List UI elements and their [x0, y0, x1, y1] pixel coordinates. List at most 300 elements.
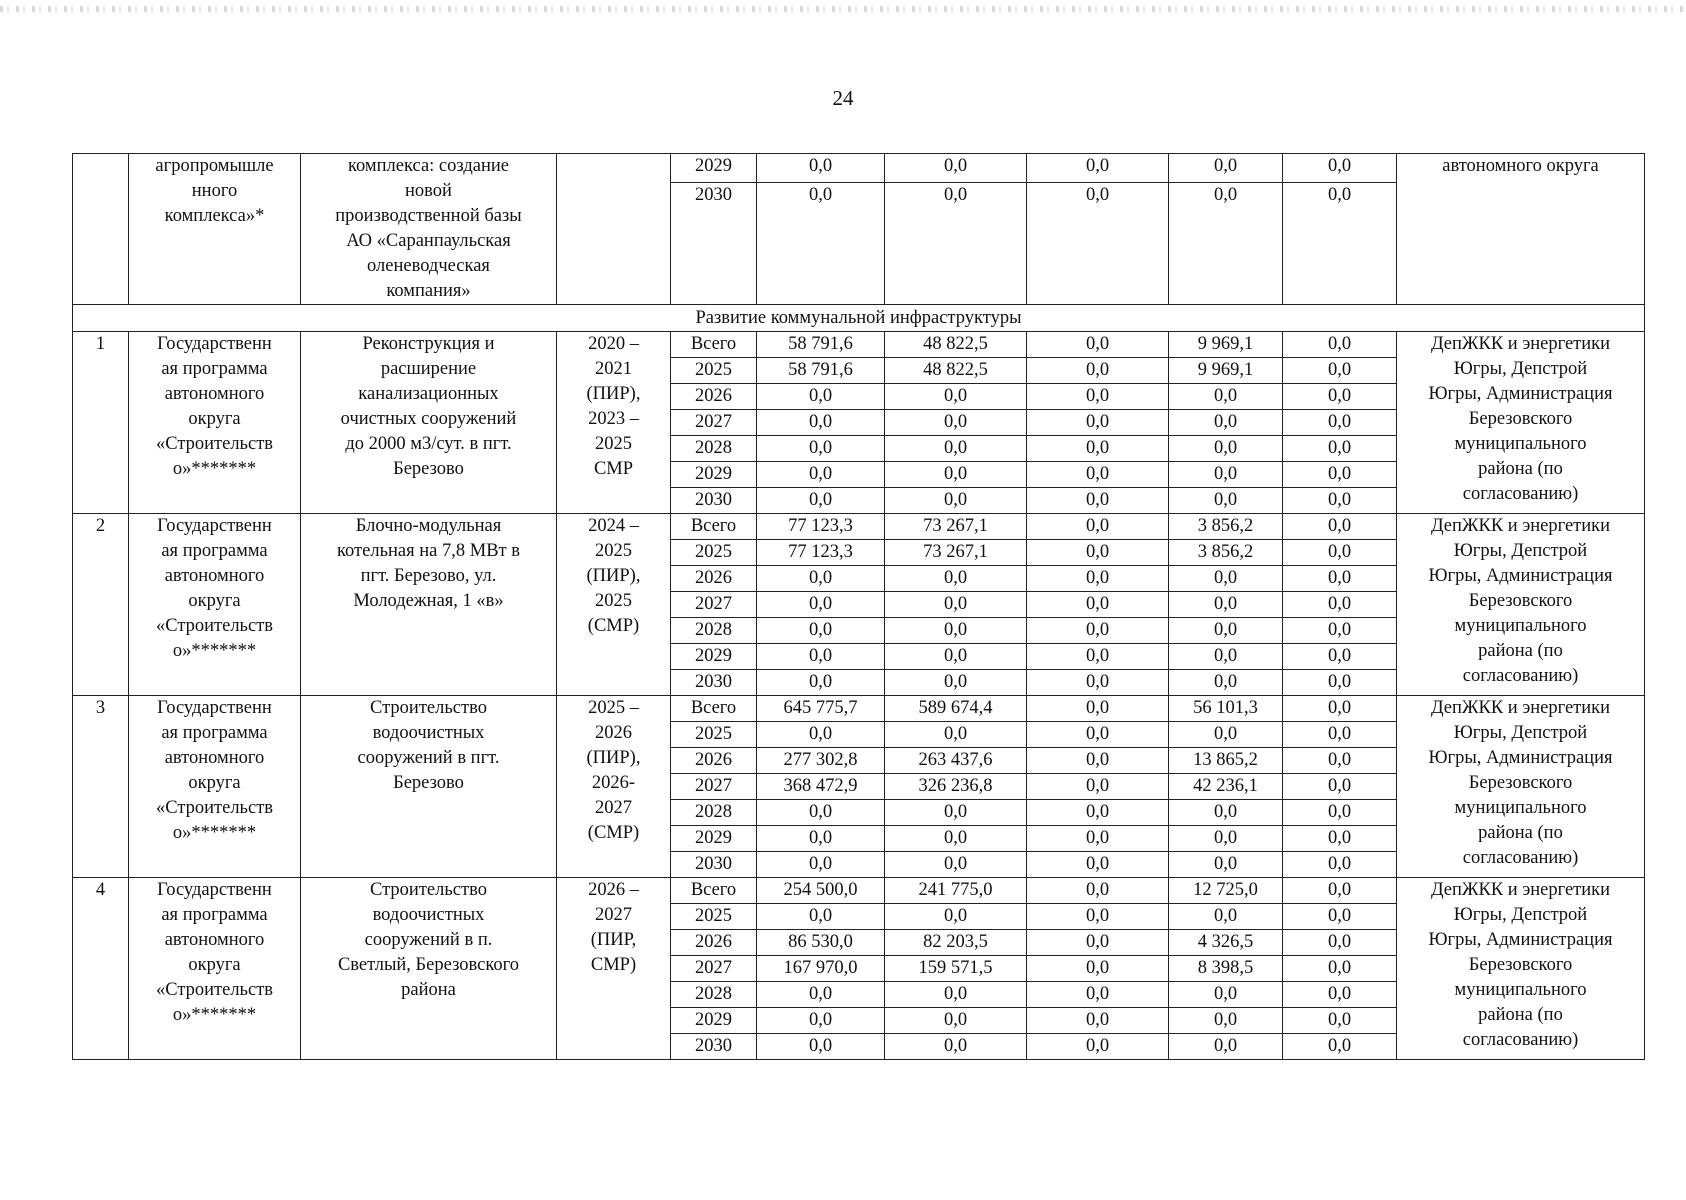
program-line: «Строительств [155, 798, 274, 818]
object-cell [301, 154, 557, 305]
amount-cell: 0,0 [1027, 436, 1169, 462]
executor-line: согласованию) [1462, 666, 1579, 686]
amount-cell: 254 500,0 [757, 878, 885, 904]
amount-cell: 0,0 [885, 800, 1027, 826]
object-line: компания» [386, 281, 471, 301]
amount-cell: 0,0 [1027, 826, 1169, 852]
amount-cell: 0,0 [1027, 800, 1169, 826]
executor-line: согласованию) [1462, 848, 1579, 868]
period-line: (СМР) [587, 823, 640, 843]
amount-cell: 0,0 [1027, 154, 1169, 183]
program-line: о»******* [172, 1005, 257, 1025]
program-line: агропромышле [155, 156, 274, 176]
amount-cell: 0,0 [1027, 566, 1169, 592]
object-line: оленеводческая [367, 256, 490, 276]
amount-cell: 0,0 [1027, 982, 1169, 1008]
executor-line: муниципального [1454, 798, 1587, 818]
program-line: «Строительств [155, 980, 274, 1000]
program-cell [129, 696, 301, 878]
amount-cell: 0,0 [757, 182, 885, 304]
amount-cell: 0,0 [885, 1034, 1027, 1060]
amount-cell: 0,0 [757, 592, 885, 618]
object-cell [301, 696, 557, 878]
period-line: 2025 [595, 434, 632, 454]
program-line: ая программа [161, 905, 268, 925]
period-cell [557, 878, 671, 1060]
program-cell [129, 154, 301, 305]
year-cell: 2026 [671, 930, 757, 956]
amount-cell: 0,0 [885, 154, 1027, 183]
amount-cell: 0,0 [1027, 670, 1169, 696]
object-line: района [401, 980, 456, 1000]
period-line: (СМР) [587, 616, 640, 636]
amount-cell: 0,0 [1283, 462, 1397, 488]
object-line: Строительство [370, 880, 487, 900]
amount-cell: 0,0 [1169, 800, 1283, 826]
year-cell: 2028 [671, 800, 757, 826]
amount-cell: 0,0 [1027, 540, 1169, 566]
amount-cell: 0,0 [1283, 696, 1397, 722]
object-line: Строительство [370, 698, 487, 718]
period-line: (ПИР), [586, 748, 641, 768]
table-row [73, 154, 1645, 183]
executor-line: Березовского [1468, 591, 1573, 611]
amount-cell: 0,0 [885, 410, 1027, 436]
period-line: (ПИР), [586, 384, 641, 404]
program-line: автономного [164, 748, 265, 768]
year-cell: Всего [671, 696, 757, 722]
program-line: ая программа [161, 541, 268, 561]
executor-line: согласованию) [1462, 1030, 1579, 1050]
executor-line: муниципального [1454, 980, 1587, 1000]
year-cell: 2026 [671, 384, 757, 410]
amount-cell: 0,0 [1169, 488, 1283, 514]
program-line: автономного [164, 930, 265, 950]
amount-cell: 0,0 [1169, 852, 1283, 878]
object-line: расширение [380, 359, 477, 379]
executor-cell: автономного округа [1397, 154, 1645, 305]
program-line: о»******* [172, 823, 257, 843]
program-line: округа [188, 591, 241, 611]
period-line: 2024 – [588, 516, 639, 536]
amount-cell: 0,0 [885, 644, 1027, 670]
period-line: СМР [593, 459, 634, 479]
period-line: 2021 [595, 359, 632, 379]
year-cell: 2030 [671, 488, 757, 514]
object-line: Березово [393, 773, 464, 793]
year-cell: Всего [671, 514, 757, 540]
year-cell: 2025 [671, 540, 757, 566]
year-cell: 2029 [671, 462, 757, 488]
amount-cell: 77 123,3 [757, 540, 885, 566]
program-line: Государственн [157, 698, 272, 718]
year-cell: 2030 [671, 1034, 757, 1060]
program-line: «Строительств [155, 434, 274, 454]
amount-cell: 0,0 [1027, 722, 1169, 748]
amount-cell: 0,0 [1283, 904, 1397, 930]
program-line: автономного [164, 384, 265, 404]
amount-cell: 0,0 [1027, 956, 1169, 982]
amount-cell: 0,0 [1169, 436, 1283, 462]
year-cell: Всего [671, 332, 757, 358]
amount-cell: 0,0 [757, 852, 885, 878]
period-line: 2026 [595, 723, 632, 743]
period-cell [557, 696, 671, 878]
amount-cell: 0,0 [757, 644, 885, 670]
executor-line: Югры, Администрация [1428, 748, 1613, 768]
executor-line: Югры, Администрация [1428, 384, 1613, 404]
amount-cell: 0,0 [1027, 410, 1169, 436]
amount-cell: 0,0 [1283, 410, 1397, 436]
period-cell [557, 514, 671, 696]
amount-cell: 0,0 [1027, 462, 1169, 488]
amount-cell: 0,0 [1283, 384, 1397, 410]
amount-cell: 645 775,7 [757, 696, 885, 722]
amount-cell: 0,0 [757, 462, 885, 488]
object-line: до 2000 м3/сут. в пгт. [345, 434, 512, 454]
program-line: округа [188, 409, 241, 429]
amount-cell: 12 725,0 [1169, 878, 1283, 904]
amount-cell: 0,0 [885, 826, 1027, 852]
executor-cell [1397, 878, 1645, 1060]
amount-cell: 159 571,5 [885, 956, 1027, 982]
executor-line: района (по [1478, 641, 1563, 661]
year-cell: 2028 [671, 982, 757, 1008]
amount-cell: 0,0 [885, 566, 1027, 592]
amount-cell: 0,0 [1283, 514, 1397, 540]
amount-cell: 0,0 [1283, 358, 1397, 384]
year-cell: 2030 [671, 182, 757, 304]
amount-cell: 0,0 [757, 982, 885, 1008]
program-line: ая программа [161, 723, 268, 743]
amount-cell: 0,0 [1283, 956, 1397, 982]
amount-cell: 58 791,6 [757, 358, 885, 384]
page-number: 24 [832, 86, 854, 110]
amount-cell: 9 969,1 [1169, 358, 1283, 384]
period-line: СМР) [590, 955, 637, 975]
object-line: Реконструкция и [362, 334, 495, 354]
amount-cell: 0,0 [1283, 488, 1397, 514]
amount-cell: 0,0 [1283, 182, 1397, 304]
amount-cell: 0,0 [1169, 722, 1283, 748]
amount-cell: 0,0 [1027, 488, 1169, 514]
table-row [73, 332, 1645, 358]
period-line: (ПИР), [586, 566, 641, 586]
amount-cell: 0,0 [1027, 774, 1169, 800]
object-line: котельная на 7,8 МВт в [337, 541, 520, 561]
amount-cell: 0,0 [1283, 436, 1397, 462]
amount-cell: 9 969,1 [1169, 332, 1283, 358]
amount-cell: 0,0 [757, 826, 885, 852]
amount-cell: 86 530,0 [757, 930, 885, 956]
executor-line: Югры, Администрация [1428, 566, 1613, 586]
object-line: Березово [393, 459, 464, 479]
object-line: сооружений в п. [364, 930, 493, 950]
period-cell [557, 154, 671, 305]
amount-cell: 0,0 [885, 592, 1027, 618]
year-cell: 2027 [671, 410, 757, 436]
program-line: «Строительств [155, 616, 274, 636]
year-cell: 2029 [671, 154, 757, 183]
amount-cell: 0,0 [1169, 670, 1283, 696]
amount-cell: 0,0 [1027, 618, 1169, 644]
amount-cell: 0,0 [1283, 670, 1397, 696]
executor-line: Югры, Депстрой [1453, 359, 1588, 379]
amount-cell: 0,0 [1283, 982, 1397, 1008]
amount-cell: 0,0 [885, 982, 1027, 1008]
year-cell: 2028 [671, 436, 757, 462]
amount-cell: 0,0 [757, 722, 885, 748]
amount-cell: 0,0 [757, 800, 885, 826]
program-line: округа [188, 955, 241, 975]
executor-line: ДепЖКК и энергетики [1430, 334, 1611, 354]
amount-cell: 589 674,4 [885, 696, 1027, 722]
amount-cell: 0,0 [1027, 904, 1169, 930]
year-cell: 2025 [671, 722, 757, 748]
object-line: очистных сооружений [340, 409, 517, 429]
year-cell: 2027 [671, 956, 757, 982]
amount-cell: 0,0 [1169, 1008, 1283, 1034]
object-cell [301, 878, 557, 1060]
amount-cell: 0,0 [1169, 904, 1283, 930]
amount-cell: 0,0 [885, 384, 1027, 410]
object-line: Блочно-модульная [355, 516, 502, 536]
year-cell: 2025 [671, 904, 757, 930]
table-row [73, 514, 1645, 540]
object-line: новой [405, 181, 452, 201]
executor-cell [1397, 696, 1645, 878]
table-body [73, 154, 1645, 1060]
row-number-cell: 2 [73, 514, 129, 696]
amount-cell: 0,0 [1027, 182, 1169, 304]
amount-cell: 0,0 [885, 722, 1027, 748]
amount-cell: 0,0 [1169, 644, 1283, 670]
amount-cell: 0,0 [1169, 592, 1283, 618]
amount-cell: 0,0 [1027, 930, 1169, 956]
amount-cell: 48 822,5 [885, 358, 1027, 384]
table-row [73, 878, 1645, 904]
program-line: Государственн [157, 334, 272, 354]
amount-cell: 0,0 [1169, 566, 1283, 592]
year-cell: 2030 [671, 670, 757, 696]
amount-cell: 0,0 [1027, 592, 1169, 618]
amount-cell: 0,0 [1283, 826, 1397, 852]
amount-cell: 0,0 [757, 1034, 885, 1060]
executor-cell [1397, 332, 1645, 514]
amount-cell: 0,0 [1283, 852, 1397, 878]
amount-cell: 0,0 [1027, 332, 1169, 358]
object-line: пгт. Березово, ул. [360, 566, 497, 586]
amount-cell: 0,0 [757, 904, 885, 930]
period-line: 2027 [595, 905, 632, 925]
amount-cell: 82 203,5 [885, 930, 1027, 956]
year-cell: 2028 [671, 618, 757, 644]
period-line: 2025 [595, 591, 632, 611]
amount-cell: 0,0 [757, 566, 885, 592]
year-cell: 2026 [671, 748, 757, 774]
amount-cell: 0,0 [1027, 696, 1169, 722]
amount-cell: 0,0 [1283, 1034, 1397, 1060]
amount-cell: 58 791,6 [757, 332, 885, 358]
amount-cell: 0,0 [757, 410, 885, 436]
amount-cell: 0,0 [1283, 774, 1397, 800]
amount-cell: 0,0 [1169, 182, 1283, 304]
executor-line: Березовского [1468, 773, 1573, 793]
amount-cell: 0,0 [1283, 722, 1397, 748]
amount-cell: 0,0 [1027, 748, 1169, 774]
amount-cell: 0,0 [757, 618, 885, 644]
year-cell: 2025 [671, 358, 757, 384]
amount-cell: 0,0 [1027, 514, 1169, 540]
amount-cell: 0,0 [885, 670, 1027, 696]
executor-line: района (по [1478, 823, 1563, 843]
amount-cell: 0,0 [1283, 878, 1397, 904]
amount-cell: 0,0 [1283, 540, 1397, 566]
amount-cell: 0,0 [1283, 644, 1397, 670]
period-line: 2026 – [588, 880, 639, 900]
amount-cell: 241 775,0 [885, 878, 1027, 904]
amount-cell: 0,0 [885, 1008, 1027, 1034]
amount-cell: 0,0 [757, 1008, 885, 1034]
executor-line: ДепЖКК и энергетики [1430, 698, 1611, 718]
program-cell [129, 878, 301, 1060]
object-line: канализационных [358, 384, 499, 404]
object-line: комплекса: создание [347, 156, 509, 176]
object-line: АО «Саранпаульская [346, 231, 511, 251]
period-line: 2025 – [588, 698, 639, 718]
period-line: (ПИР, [590, 930, 637, 950]
amount-cell: 0,0 [757, 436, 885, 462]
amount-cell: 0,0 [1169, 982, 1283, 1008]
program-line: Государственн [157, 880, 272, 900]
year-cell: 2029 [671, 644, 757, 670]
amount-cell: 0,0 [1283, 566, 1397, 592]
amount-cell: 13 865,2 [1169, 748, 1283, 774]
row-number-cell: 4 [73, 878, 129, 1060]
executor-line: муниципального [1454, 616, 1587, 636]
object-line: водоочистных [372, 905, 485, 925]
row-number-cell: 3 [73, 696, 129, 878]
amount-cell: 0,0 [757, 670, 885, 696]
section-row [73, 305, 1645, 332]
amount-cell: 0,0 [885, 904, 1027, 930]
amount-cell: 77 123,3 [757, 514, 885, 540]
program-line: ая программа [161, 359, 268, 379]
year-cell: Всего [671, 878, 757, 904]
amount-cell: 263 437,6 [885, 748, 1027, 774]
amount-cell: 277 302,8 [757, 748, 885, 774]
amount-cell: 0,0 [885, 436, 1027, 462]
year-cell: 2026 [671, 566, 757, 592]
object-line: производственной базы [335, 206, 522, 226]
amount-cell: 0,0 [757, 154, 885, 183]
object-line: Молодежная, 1 «в» [353, 591, 504, 611]
budget-table [72, 153, 1645, 1060]
amount-cell: 0,0 [1027, 384, 1169, 410]
executor-line: Березовского [1468, 409, 1573, 429]
amount-cell: 4 326,5 [1169, 930, 1283, 956]
executor-line: района (по [1478, 1005, 1563, 1025]
year-cell: 2027 [671, 774, 757, 800]
executor-line: Березовского [1468, 955, 1573, 975]
program-line: Государственн [157, 516, 272, 536]
amount-cell: 0,0 [885, 618, 1027, 644]
period-line: 2025 [595, 541, 632, 561]
amount-cell: 0,0 [885, 852, 1027, 878]
amount-cell: 0,0 [885, 182, 1027, 304]
object-line: сооружений в пгт. [357, 748, 500, 768]
program-line: о»******* [172, 641, 257, 661]
year-cell: 2027 [671, 592, 757, 618]
program-cell [129, 332, 301, 514]
amount-cell: 0,0 [1027, 644, 1169, 670]
amount-cell: 326 236,8 [885, 774, 1027, 800]
amount-cell: 0,0 [885, 462, 1027, 488]
executor-line: района (по [1478, 459, 1563, 479]
executor-line: Югры, Депстрой [1453, 905, 1588, 925]
amount-cell: 0,0 [1027, 878, 1169, 904]
amount-cell: 3 856,2 [1169, 514, 1283, 540]
amount-cell: 0,0 [1169, 410, 1283, 436]
year-cell: 2030 [671, 852, 757, 878]
amount-cell: 73 267,1 [885, 540, 1027, 566]
section-title: Развитие коммунальной инфраструктуры [73, 305, 1645, 332]
amount-cell: 0,0 [1169, 618, 1283, 644]
program-cell [129, 514, 301, 696]
amount-cell: 0,0 [1169, 462, 1283, 488]
row-number-cell [73, 154, 129, 305]
amount-cell: 0,0 [1169, 826, 1283, 852]
amount-cell: 167 970,0 [757, 956, 885, 982]
amount-cell: 0,0 [757, 384, 885, 410]
period-line: 2023 – [588, 409, 639, 429]
executor-line: Югры, Администрация [1428, 930, 1613, 950]
table-row [73, 696, 1645, 722]
amount-cell: 0,0 [1283, 332, 1397, 358]
year-cell: 2029 [671, 826, 757, 852]
object-cell [301, 332, 557, 514]
amount-cell: 0,0 [1027, 852, 1169, 878]
amount-cell: 368 472,9 [757, 774, 885, 800]
amount-cell: 8 398,5 [1169, 956, 1283, 982]
executor-line: муниципального [1454, 434, 1587, 454]
scan-artifact-line [0, 6, 1686, 12]
program-line: автономного [164, 566, 265, 586]
amount-cell: 42 236,1 [1169, 774, 1283, 800]
amount-cell: 0,0 [1283, 592, 1397, 618]
amount-cell: 0,0 [1169, 1034, 1283, 1060]
executor-line: Югры, Депстрой [1453, 723, 1588, 743]
amount-cell: 0,0 [1283, 1008, 1397, 1034]
amount-cell: 0,0 [1283, 930, 1397, 956]
period-cell [557, 332, 671, 514]
amount-cell: 56 101,3 [1169, 696, 1283, 722]
executor-line: Югры, Депстрой [1453, 541, 1588, 561]
amount-cell: 0,0 [1283, 800, 1397, 826]
amount-cell: 3 856,2 [1169, 540, 1283, 566]
amount-cell: 48 822,5 [885, 332, 1027, 358]
amount-cell: 0,0 [757, 488, 885, 514]
executor-line: ДепЖКК и энергетики [1430, 516, 1611, 536]
amount-cell: 0,0 [1169, 154, 1283, 183]
amount-cell: 73 267,1 [885, 514, 1027, 540]
period-line: 2020 – [588, 334, 639, 354]
row-number-cell: 1 [73, 332, 129, 514]
program-line: округа [188, 773, 241, 793]
executor-cell [1397, 514, 1645, 696]
amount-cell: 0,0 [1027, 1008, 1169, 1034]
amount-cell: 0,0 [1169, 384, 1283, 410]
